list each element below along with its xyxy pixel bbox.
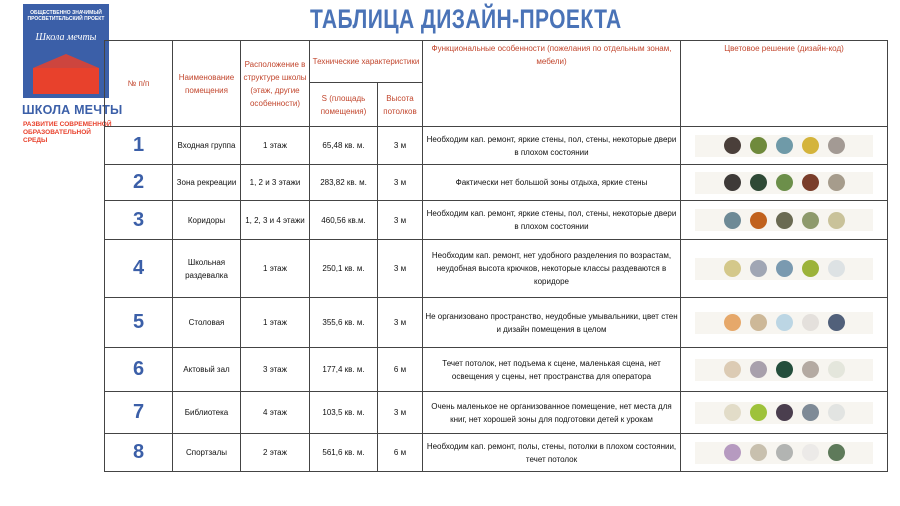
row-number: 4 bbox=[105, 240, 173, 298]
logo-block bbox=[23, 4, 109, 98]
table-row bbox=[105, 392, 888, 434]
color-swatch bbox=[828, 212, 845, 229]
logo-subtitle: РАЗВИТИЕ СОВРЕМЕННОЙ ОБРАЗОВАТЕЛЬНОЙ СРЕДЫ bbox=[23, 121, 112, 144]
table-row bbox=[105, 127, 888, 165]
color-palette-cell bbox=[681, 240, 888, 298]
header-name: Наименование помещения bbox=[173, 41, 241, 127]
color-swatch bbox=[750, 260, 767, 277]
room-features: Необходим кап. ремонт, яркие стены, пол, стены, некоторые двери в плохом состоянии bbox=[423, 201, 681, 240]
row-number: 7 bbox=[105, 392, 173, 434]
color-swatch bbox=[802, 361, 819, 378]
color-swatch bbox=[724, 137, 741, 154]
header-features: Функциональные особенности (пожелания по отдельным зонам, мебели) bbox=[423, 41, 681, 127]
room-location: 1 этаж bbox=[241, 127, 310, 165]
ceiling-height: 3 м bbox=[378, 127, 423, 165]
room-area: 561,6 кв. м. bbox=[310, 434, 378, 472]
room-name: Библиотека bbox=[173, 392, 241, 434]
color-swatch bbox=[802, 174, 819, 191]
color-palette bbox=[695, 209, 873, 231]
room-features: Необходим кап. ремонт, полы, стены, потолки в плохом состоянии, течет потолок bbox=[423, 434, 681, 472]
room-name: Школьная раздевалка bbox=[173, 240, 241, 298]
ceiling-height: 3 м bbox=[378, 240, 423, 298]
color-palette bbox=[695, 135, 873, 157]
color-swatch bbox=[802, 137, 819, 154]
color-swatch bbox=[724, 314, 741, 331]
color-palette bbox=[695, 312, 873, 334]
color-swatch bbox=[776, 174, 793, 191]
room-name: Актовый зал bbox=[173, 348, 241, 392]
color-swatch bbox=[828, 314, 845, 331]
design-project-table bbox=[104, 40, 888, 472]
color-swatch bbox=[828, 174, 845, 191]
color-swatch bbox=[750, 137, 767, 154]
room-location: 1, 2 и 3 этажи bbox=[241, 165, 310, 201]
header-location: Расположение в структуре школы (этаж, другие особенности) bbox=[241, 41, 310, 127]
color-palette-cell bbox=[681, 298, 888, 348]
color-palette-cell bbox=[681, 127, 888, 165]
room-location: 1 этаж bbox=[241, 298, 310, 348]
color-swatch bbox=[750, 212, 767, 229]
header-height: Высота потолков bbox=[378, 83, 423, 127]
color-swatch bbox=[724, 404, 741, 421]
color-swatch bbox=[802, 260, 819, 277]
table-row bbox=[105, 298, 888, 348]
color-swatch bbox=[776, 361, 793, 378]
ceiling-height: 6 м bbox=[378, 348, 423, 392]
room-features: Необходим кап. ремонт, яркие стены, пол, стены, некоторые двери в плохом состоянии bbox=[423, 127, 681, 165]
color-palette bbox=[695, 402, 873, 424]
room-features: Фактически нет большой зоны отдыха, яркие стены bbox=[423, 165, 681, 201]
color-palette-cell bbox=[681, 434, 888, 472]
room-location: 4 этаж bbox=[241, 392, 310, 434]
logo-title: ШКОЛА МЕЧТЫ bbox=[22, 103, 123, 117]
color-palette bbox=[695, 172, 873, 194]
header-area: S (площадь помещения) bbox=[310, 83, 378, 127]
color-palette-cell bbox=[681, 348, 888, 392]
table-row bbox=[105, 201, 888, 240]
header-num: № п/п bbox=[105, 41, 173, 127]
logo-script-text: Школа мечты bbox=[35, 32, 97, 43]
room-location: 3 этаж bbox=[241, 348, 310, 392]
color-swatch bbox=[828, 444, 845, 461]
page-title: ТАБЛИЦА ДИЗАЙН-ПРОЕКТА bbox=[310, 4, 622, 34]
logo-house-shape bbox=[33, 68, 99, 94]
ceiling-height: 3 м bbox=[378, 392, 423, 434]
color-swatch bbox=[724, 361, 741, 378]
table-row bbox=[105, 165, 888, 201]
logo-roof-shape bbox=[33, 54, 99, 68]
color-swatch bbox=[828, 260, 845, 277]
table-row bbox=[105, 348, 888, 392]
row-number: 5 bbox=[105, 298, 173, 348]
room-name: Коридоры bbox=[173, 201, 241, 240]
color-swatch bbox=[776, 260, 793, 277]
color-palette-cell bbox=[681, 201, 888, 240]
room-name: Столовая bbox=[173, 298, 241, 348]
color-swatch bbox=[802, 212, 819, 229]
room-area: 283,82 кв. м. bbox=[310, 165, 378, 201]
logo-caption: ОБЩЕСТВЕННО ЗНАЧИМЫЙ ПРОСВЕТИТЕЛЬСКИЙ ПРОЕКТ bbox=[27, 10, 105, 22]
room-name: Зона рекреации bbox=[173, 165, 241, 201]
color-swatch bbox=[750, 314, 767, 331]
room-area: 177,4 кв. м. bbox=[310, 348, 378, 392]
room-area: 250,1 кв. м. bbox=[310, 240, 378, 298]
color-palette-cell bbox=[681, 165, 888, 201]
row-number: 2 bbox=[105, 165, 173, 201]
room-features: Необходим кап. ремонт, нет удобного разделения по возрастам, неудобная высота крючков, некоторые классы раздеваются в коридоре bbox=[423, 240, 681, 298]
color-swatch bbox=[776, 314, 793, 331]
room-area: 103,5 кв. м. bbox=[310, 392, 378, 434]
color-swatch bbox=[802, 444, 819, 461]
header-tech: Технические характеристики bbox=[310, 41, 423, 83]
row-number: 3 bbox=[105, 201, 173, 240]
color-swatch bbox=[724, 260, 741, 277]
ceiling-height: 3 м bbox=[378, 201, 423, 240]
color-palette bbox=[695, 258, 873, 280]
color-palette bbox=[695, 359, 873, 381]
room-name: Входная группа bbox=[173, 127, 241, 165]
table-row bbox=[105, 434, 888, 472]
color-swatch bbox=[776, 444, 793, 461]
ceiling-height: 3 м bbox=[378, 165, 423, 201]
room-area: 65,48 кв. м. bbox=[310, 127, 378, 165]
room-area: 460,56 кв.м. bbox=[310, 201, 378, 240]
room-features: Не организовано пространство, неудобные умывальники, цвет стен и дизайн помещения в целом bbox=[423, 298, 681, 348]
color-swatch bbox=[724, 444, 741, 461]
color-swatch bbox=[776, 137, 793, 154]
color-swatch bbox=[750, 361, 767, 378]
room-features: Течет потолок, нет подъема к сцене, маленькая сцена, нет освещения у сцены, нет пространства для оператора bbox=[423, 348, 681, 392]
color-swatch bbox=[750, 444, 767, 461]
ceiling-height: 3 м bbox=[378, 298, 423, 348]
color-swatch bbox=[828, 404, 845, 421]
color-swatch bbox=[750, 404, 767, 421]
room-location: 1, 2, 3 и 4 этажи bbox=[241, 201, 310, 240]
color-swatch bbox=[776, 212, 793, 229]
room-area: 355,6 кв. м. bbox=[310, 298, 378, 348]
row-number: 8 bbox=[105, 434, 173, 472]
row-number: 6 bbox=[105, 348, 173, 392]
color-swatch bbox=[802, 314, 819, 331]
color-swatch bbox=[750, 174, 767, 191]
color-swatch bbox=[724, 212, 741, 229]
row-number: 1 bbox=[105, 127, 173, 165]
room-name: Спортзалы bbox=[173, 434, 241, 472]
color-swatch bbox=[828, 137, 845, 154]
room-features: Очень маленькое не организованное помещение, нет места для книг, нет хорошей зоны для подготовки детей к урокам bbox=[423, 392, 681, 434]
color-palette-cell bbox=[681, 392, 888, 434]
color-swatch bbox=[828, 361, 845, 378]
color-swatch bbox=[802, 404, 819, 421]
room-location: 1 этаж bbox=[241, 240, 310, 298]
color-swatch bbox=[724, 174, 741, 191]
ceiling-height: 6 м bbox=[378, 434, 423, 472]
room-location: 2 этаж bbox=[241, 434, 310, 472]
table-row bbox=[105, 240, 888, 298]
color-swatch bbox=[776, 404, 793, 421]
header-color: Цветовое решение (дизайн-код) bbox=[681, 41, 888, 127]
color-palette bbox=[695, 442, 873, 464]
